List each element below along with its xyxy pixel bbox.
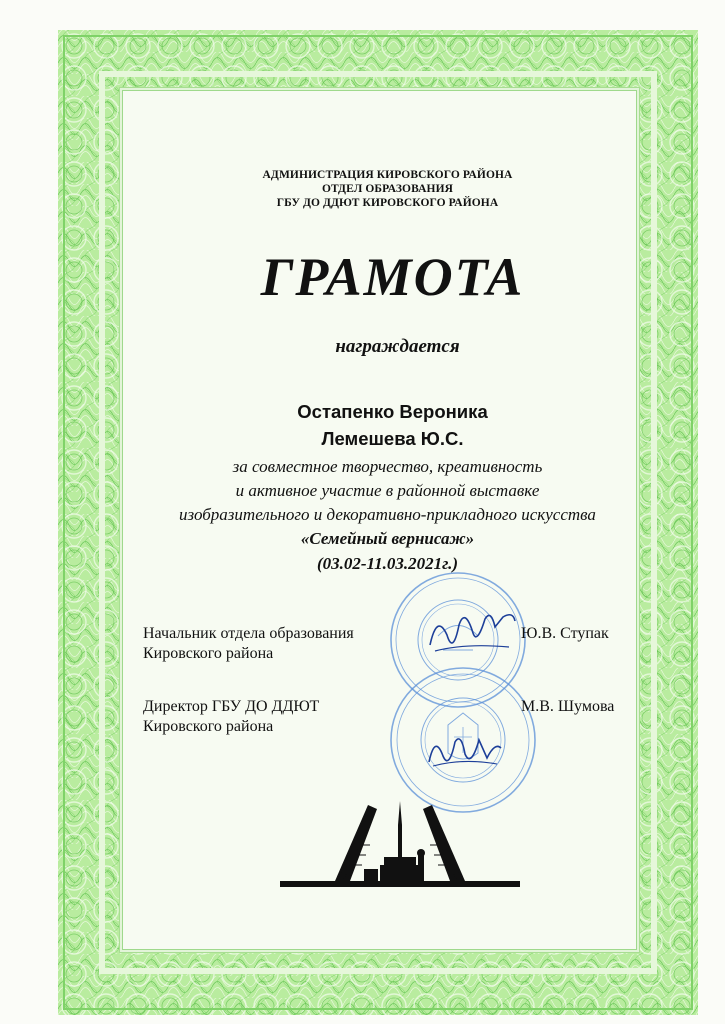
awarded-label: награждается bbox=[335, 336, 460, 357]
exhibition-name: «Семейный вернисаж» bbox=[300, 529, 475, 548]
signature-2-icon bbox=[425, 728, 505, 773]
signatory-1-name: Ю.В. Ступак bbox=[521, 625, 609, 642]
recipient-name-1: Остапенко Вероника bbox=[297, 401, 488, 422]
issuer-header bbox=[0, 168, 725, 210]
recipients bbox=[0, 398, 725, 452]
signature-1-icon bbox=[425, 605, 520, 660]
signatory-2-name: М.В. Шумова bbox=[521, 698, 615, 715]
exhibition-dates: (03.02-11.03.2021г.) bbox=[316, 554, 459, 573]
signatory-2-position-line-2: Кировского района bbox=[143, 718, 274, 735]
signatory-1-position-line-1: Начальник отдела образования bbox=[143, 625, 354, 642]
reason-line-2: и активное участие в районной выставке bbox=[235, 481, 540, 500]
signatory-1-position bbox=[143, 624, 354, 664]
certificate-title: ГРАМОТА bbox=[260, 247, 525, 307]
recipient-name-2: Лемешева Ю.С. bbox=[321, 428, 464, 449]
award-reason bbox=[0, 455, 725, 576]
issuer-line-3: ГБУ ДО ДДЮТ КИРОВСКОГО РАЙОНА bbox=[276, 197, 499, 209]
reason-line-1: за совместное творчество, креативность bbox=[232, 457, 543, 476]
issuer-line-1: АДМИНИСТРАЦИЯ КИРОВСКОГО РАЙОНА bbox=[262, 169, 513, 181]
signatory-2-position-line-1: Директор ГБУ ДО ДДЮТ bbox=[143, 698, 320, 715]
drawbridge-silhouette-icon bbox=[280, 795, 520, 895]
signatory-2-position bbox=[143, 697, 319, 737]
reason-line-3: изобразительного и декоративно-прикладного искусства bbox=[179, 505, 596, 524]
signatory-1-position-line-2: Кировского района bbox=[143, 645, 274, 662]
issuer-line-2: ОТДЕЛ ОБРАЗОВАНИЯ bbox=[321, 183, 454, 195]
